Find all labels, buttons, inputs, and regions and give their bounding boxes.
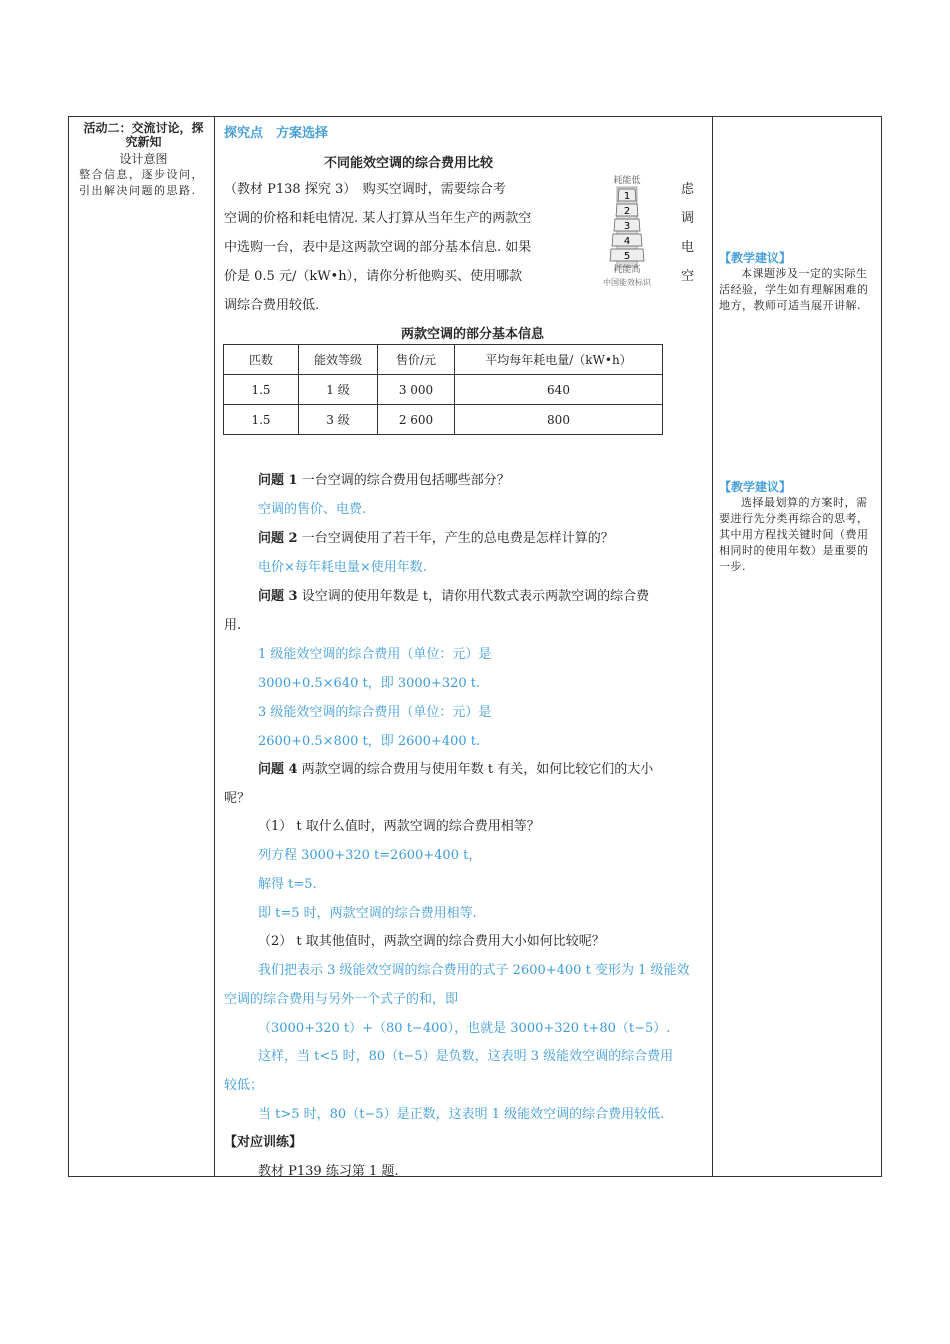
table-cell: 3 级 — [299, 405, 378, 435]
design-intent-text: 整合信息，逐步设问，引出解决问题的思路. — [79, 168, 204, 197]
table-row — [224, 375, 663, 405]
energy-level-1: 1 — [623, 191, 631, 202]
question-4-text: 两款空调的综合费用与使用年数 t 有关，如何比较它们的大小 — [301, 762, 654, 777]
question-3-label: 问题 3 — [258, 589, 298, 604]
question-3-text: 设空调的使用年数是 t，请你用代数式表示两款空调的综合费 — [301, 589, 650, 604]
design-intent-label: 设计意图 — [119, 152, 168, 166]
question-4-sub-2: （2） t 取其他值时，两款空调的综合费用大小如何比较呢？ — [258, 934, 605, 949]
question-2-text: 一台空调使用了若干年，产生的总电费是怎样计算的？ — [301, 531, 614, 546]
table-header-cell: 匹数 — [224, 345, 299, 375]
table-cell: 3 000 — [378, 375, 455, 405]
aircon-info-table — [223, 344, 663, 435]
intro-line-3: 中选购一台，表中是这两款空调的部分基本信息. 如果 — [224, 240, 532, 255]
answer-3-line-2: 3000+0.5×640 t，即 3000+320 t. — [258, 676, 481, 691]
table-row — [224, 405, 663, 435]
notes-column — [713, 117, 883, 1176]
side-char-3: 电 — [681, 240, 695, 255]
table-cell: 1.5 — [224, 405, 299, 435]
question-2-label: 问题 2 — [258, 531, 298, 546]
content-title: 不同能效空调的综合费用比较 — [324, 156, 494, 171]
teaching-tip-1 — [719, 249, 877, 314]
question-1 — [258, 469, 510, 488]
intro-line-2: 空调的价格和耗电情况. 某人打算从当年生产的两款空 — [224, 211, 532, 226]
energy-label-image — [585, 173, 669, 289]
answer-4-2-line-1: 我们把表示 3 级能效空调的综合费用的式子 2600+400 t 变形为 1 级能效 — [258, 963, 690, 978]
table-cell: 2 600 — [378, 405, 455, 435]
question-1-text: 一台空调的综合费用包括哪些部分？ — [301, 473, 510, 488]
question-1-label: 问题 1 — [258, 473, 298, 488]
table-header-cell: 售价/元 — [378, 345, 455, 375]
energy-level-5: 5 — [623, 251, 631, 262]
answer-4-1-line-1: 列方程 3000+320 t=2600+400 t， — [258, 848, 482, 863]
section-heading: 探究点 方案选择 — [224, 126, 329, 141]
activity-column — [69, 117, 215, 1176]
question-2 — [258, 527, 614, 546]
answer-4-2-line-2: 空调的综合费用与另外一个式子的和，即 — [224, 992, 459, 1007]
energy-label-bottom: 耗能高 — [613, 265, 641, 275]
teaching-tip-2 — [719, 478, 877, 575]
answer-3-line-4: 2600+0.5×800 t，即 2600+400 t. — [258, 734, 481, 749]
side-char-2: 调 — [681, 211, 695, 226]
answer-3-line-1: 1 级能效空调的综合费用（单位：元）是 — [258, 647, 492, 662]
training-text: 教材 P139 练习第 1 题. — [258, 1164, 399, 1179]
question-3 — [258, 585, 649, 604]
energy-level-3: 3 — [623, 221, 631, 232]
table-cell: 1.5 — [224, 375, 299, 405]
table-cell: 640 — [455, 375, 663, 405]
training-title: 【对应训练】 — [224, 1135, 303, 1150]
energy-label-top: 耗能低 — [613, 176, 641, 186]
side-char-4: 空 — [681, 269, 695, 284]
energy-level-4: 4 — [623, 236, 631, 247]
question-4-cont: 呢？ — [224, 791, 251, 806]
table-header-cell: 能效等级 — [299, 345, 378, 375]
energy-level-2: 2 — [623, 206, 631, 217]
question-4-label: 问题 4 — [258, 762, 298, 777]
answer-4-2-line-3: （3000+320 t）+（80 t−400），也就是 3000+320 t+80（t−5）. — [258, 1021, 671, 1036]
table-header-row — [224, 345, 663, 375]
answer-4-1-line-2: 解得 t=5. — [258, 877, 317, 892]
intro-line-1: （教材 P138 探究 3） 购买空调时，需要综合考 — [224, 182, 506, 197]
energy-label-caption: 中国能效标识 — [603, 278, 651, 287]
table-cell: 800 — [455, 405, 663, 435]
answer-1: 空调的售价、电费. — [258, 502, 367, 517]
answer-4-1-line-3: 即 t=5 时，两款空调的综合费用相等. — [258, 906, 477, 921]
table-cell: 1 级 — [299, 375, 378, 405]
answer-2: 电价×每年耗电量×使用年数. — [258, 560, 427, 575]
table-header-cell: 平均每年耗电量/（kW•h） — [455, 345, 663, 375]
answer-4-2-line-6: 当 t>5 时，80（t−5）是正数，这表明 1 级能效空调的综合费用较低. — [258, 1107, 665, 1122]
intro-line-4: 价是 0.5 元/（kW•h），请你分析他购买、使用哪款 — [224, 269, 523, 284]
intro-line-5: 调综合费用较低. — [224, 298, 320, 313]
teaching-tip-1-title: 【教学建议】 — [719, 251, 792, 265]
side-char-1: 虑 — [681, 182, 695, 197]
question-4 — [258, 758, 653, 777]
question-4-sub-1: （1） t 取什么值时，两款空调的综合费用相等？ — [258, 819, 540, 834]
teaching-tip-2-text: 选择最划算的方案时，需要进行先分类再综合的思考，其中用方程找关键时间（费用相同时的使用年数）是重要的一步. — [719, 496, 869, 573]
answer-4-2-line-5: 较低； — [224, 1078, 264, 1093]
answer-4-2-line-4: 这样，当 t<5 时，80（t−5）是负数，这表明 3 级能效空调的综合费用 — [258, 1049, 674, 1064]
activity-title: 活动二：交流讨论，探究新知 — [83, 121, 204, 149]
lesson-table — [68, 116, 882, 1177]
teaching-tip-2-title: 【教学建议】 — [719, 480, 792, 494]
answer-3-line-3: 3 级能效空调的综合费用（单位：元）是 — [258, 705, 492, 720]
table-title: 两款空调的部分基本信息 — [401, 327, 545, 342]
content-column — [215, 117, 713, 1179]
question-3-cont: 用. — [224, 618, 242, 633]
teaching-tip-1-text: 本课题涉及一定的实际生活经验，学生如有理解困难的地方，教师可适当展开讲解. — [719, 267, 869, 312]
